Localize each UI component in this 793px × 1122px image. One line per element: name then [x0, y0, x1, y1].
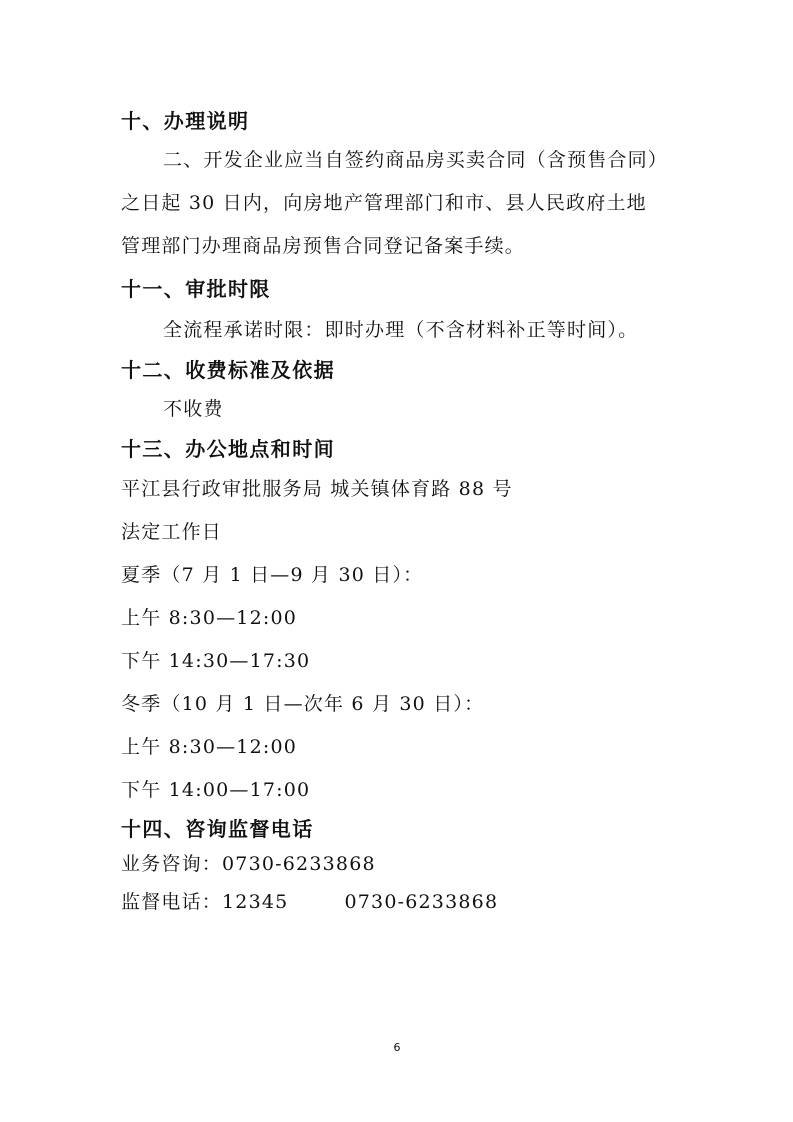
- section-11-text: 全流程承诺时限：即时办理（不含材料补正等时间）。: [163, 319, 639, 341]
- section-11-heading: 十一、审批时限: [121, 277, 271, 301]
- consultation-phone: 业务咨询：0730-6233868: [121, 853, 376, 875]
- section-12-heading: 十二、收费标准及依据: [121, 358, 335, 382]
- section-10-paragraph-line-1: 二、开发企业应当自签约商品房买卖合同（含预售合同）: [163, 149, 669, 171]
- supervision-phone-secondary: 0730-6233868: [344, 891, 499, 913]
- section-13-heading: 十三、办公地点和时间: [121, 437, 335, 461]
- summer-afternoon-hours: 下午 14:30—17:30: [121, 650, 311, 672]
- page-number: 6: [393, 1041, 401, 1054]
- summer-period: 夏季（7 月 1 日—9 月 30 日）：: [121, 564, 424, 586]
- supervision-phone-line: [121, 890, 498, 914]
- section-12-text: 不收费: [163, 398, 224, 420]
- section-14-heading: 十四、咨询监督电话: [121, 817, 314, 841]
- office-address: 平江县行政审批服务局 城关镇体育路 88 号: [121, 478, 513, 500]
- winter-afternoon-hours: 下午 14:00—17:00: [121, 779, 311, 801]
- section-10-paragraph-line-3: 管理部门办理商品房预售合同登记备案手续。: [121, 235, 526, 257]
- section-10-heading: 十、办理说明: [121, 109, 250, 133]
- working-days: 法定工作日: [121, 521, 223, 543]
- winter-period: 冬季（10 月 1 日—次年 6 月 30 日）：: [121, 693, 485, 715]
- winter-morning-hours: 上午 8:30—12:00: [121, 736, 298, 758]
- summer-morning-hours: 上午 8:30—12:00: [121, 607, 298, 629]
- section-10-paragraph-line-2: 之日起 30 日内，向房地产管理部门和市、县人民政府土地: [121, 192, 647, 214]
- supervision-phone-primary: 监督电话：12345: [121, 891, 289, 913]
